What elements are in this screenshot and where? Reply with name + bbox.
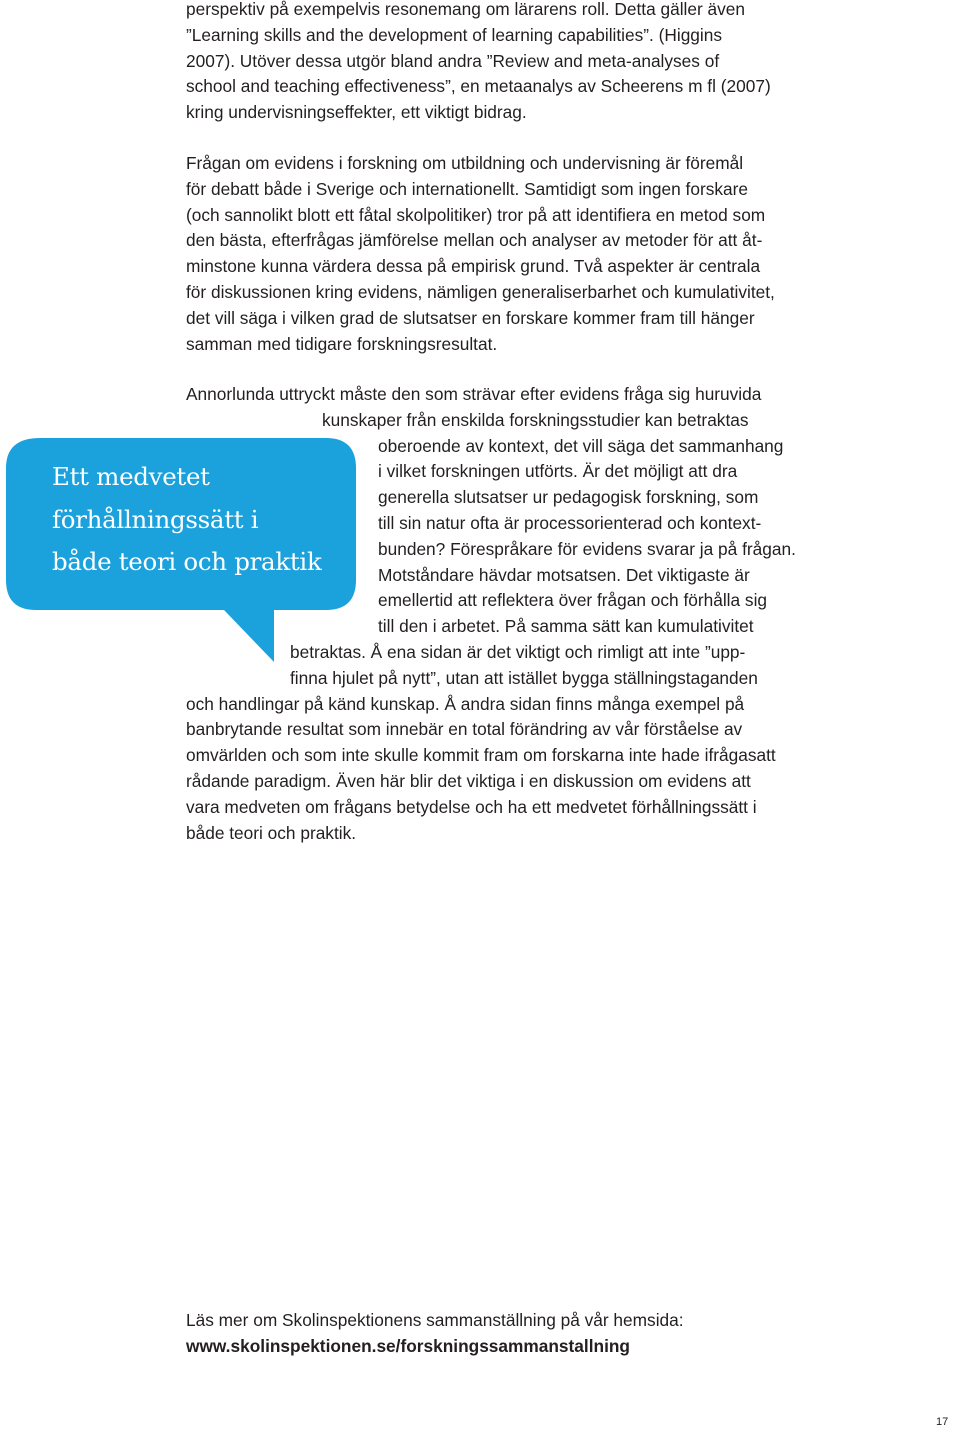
text-line: bunden? Förespråkare för evidens svarar ja på frågan. bbox=[378, 538, 796, 559]
pull-quote-line: Ett medvetet bbox=[52, 462, 210, 491]
text-line: betraktas. Å ena sidan är det viktigt och rimligt att inte ”upp- bbox=[290, 641, 746, 662]
footer-text: Läs mer om Skolinspektionens sammanställning på vår hemsida: bbox=[186, 1310, 684, 1330]
footer-note bbox=[186, 1308, 684, 1360]
text-line: Frågan om evidens i forskning om utbildning och undervisning är föremål bbox=[186, 153, 744, 173]
pull-quote-line: både teori och praktik bbox=[52, 547, 322, 576]
text-line: ”Learning skills and the development of learning capabilities”. (Higgins bbox=[186, 24, 723, 45]
text-line: oberoende av kontext, det vill säga det sammanhang bbox=[378, 435, 784, 456]
paragraph-1 bbox=[186, 0, 866, 126]
text-line: för debatt både i Sverige och internationellt. Samtidigt som ingen forskare bbox=[186, 178, 748, 199]
text-line: den bästa, efterfrågas jämförelse mellan och analyser av metoder för att åt- bbox=[186, 230, 763, 251]
text-line: kunskaper från enskilda forskningsstudier kan betraktas bbox=[322, 409, 749, 430]
text-line: rådande paradigm. Även här blir det viktiga i en diskussion om evidens att bbox=[186, 770, 751, 791]
text-line: till sin natur ofta är processorienterad och kontext- bbox=[378, 512, 762, 533]
text-line: finna hjulet på nytt”, utan att istället bygga ställningstaganden bbox=[290, 667, 758, 688]
text-line: school and teaching effectiveness”, en metaanalys av Scheerens m fl (2007) bbox=[186, 76, 771, 97]
text-line: (och sannolikt blott ett fåtal skolpolitiker) tror på att identifiera en metod som bbox=[186, 204, 766, 225]
page-number: 17 bbox=[936, 1416, 949, 1428]
paragraph-2 bbox=[186, 151, 866, 357]
text-line: samman med tidigare forskningsresultat. bbox=[186, 333, 498, 354]
text-line: minstone kunna värdera dessa på empirisk grund. Två aspekter är centrala bbox=[186, 256, 761, 277]
text-line: 2007). Utöver dessa utgör bland andra ”Review and meta-analyses of bbox=[186, 50, 720, 71]
text-line: generella slutsatser ur pedagogisk forskning, som bbox=[378, 487, 759, 508]
text-line: för diskussionen kring evidens, nämligen generaliserbarhet och kumulativitet, bbox=[186, 281, 775, 302]
paragraph-3 bbox=[186, 382, 866, 846]
text-line: i vilket forskningen utförts. Är det möjligt att dra bbox=[378, 461, 738, 482]
text-line: perspektiv på exempelvis resonemang om lärarens roll. Detta gäller även bbox=[186, 0, 746, 19]
text-line: både teori och praktik. bbox=[186, 822, 357, 843]
text-line: och handlingar på känd kunskap. Å andra sidan finns många exempel på bbox=[186, 693, 745, 714]
text-line: vara medveten om frågans betydelse och ha ett medvetet förhållningssätt i bbox=[186, 796, 757, 817]
text-line: Annorlunda uttryckt måste den som strävar efter evidens fråga sig huruvida bbox=[186, 384, 762, 404]
text-line: banbrytande resultat som innebär en total förändring av vår förståelse av bbox=[186, 719, 743, 740]
text-line: omvärlden och som inte skulle kommit fram om forskarna inte hade ifrågasatt bbox=[186, 745, 776, 766]
text-line: det vill säga i vilken grad de slutsatser en forskare kommer fram till hänger bbox=[186, 307, 755, 328]
text-line: kring undervisningseffekter, ett viktigt bidrag. bbox=[186, 102, 527, 123]
pull-quote-line: förhållningssätt i bbox=[52, 504, 259, 534]
footer-link[interactable]: www.skolinspektionen.se/forskningssammanstallning bbox=[186, 1335, 630, 1356]
text-line: Motståndare hävdar motsatsen. Det viktigaste är bbox=[378, 564, 750, 585]
text-line: emellertid att reflektera över frågan och förhålla sig bbox=[378, 590, 768, 611]
text-line: till den i arbetet. På samma sätt kan kumulativitet bbox=[378, 616, 754, 637]
